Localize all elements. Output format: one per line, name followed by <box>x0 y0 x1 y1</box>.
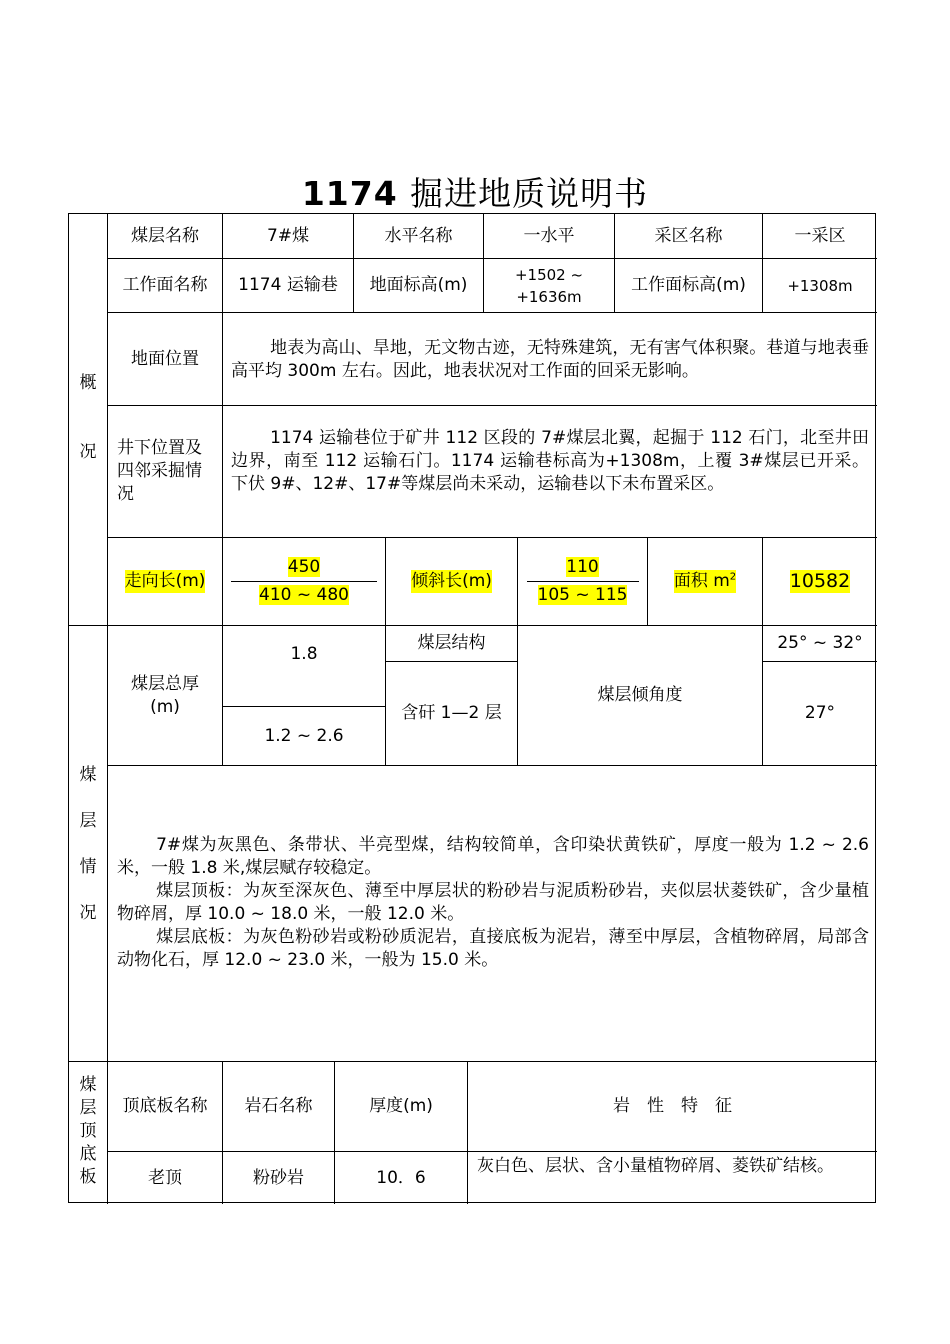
section-char: 情 <box>79 857 97 877</box>
seam-structure-value: 含矸 1—2 层 <box>401 703 502 723</box>
geology-table <box>68 213 876 1203</box>
district-value: 一采区 <box>794 225 846 246</box>
area-value-text: 10582 <box>789 570 851 592</box>
description-paragraph: 7#煤为灰黑色、条带状、半亮型煤，结构较简单，含印染状黄铁矿，厚度一般为 1.2 ~ 2.6 米，一般 1.8 米,煤层赋存较稳定。 <box>117 835 869 878</box>
lithology-cell <box>477 1155 869 1178</box>
underground-text <box>231 427 869 496</box>
section-char: 煤 <box>79 765 97 785</box>
page-title <box>0 168 950 215</box>
area-label-sup: 2 <box>729 571 737 583</box>
area-label <box>648 538 762 625</box>
level-value: 一水平 <box>523 225 575 246</box>
ground-elevation-line1: +1502 ~ <box>514 265 584 284</box>
roof-name-cell: 老顶 <box>148 1167 182 1188</box>
level-label: 水平名称 <box>384 225 453 246</box>
seam-dip-angle-range: 25° ~ 32° <box>777 633 863 653</box>
title-number: 1174 <box>301 174 398 213</box>
seam-name-label: 煤层名称 <box>131 225 199 246</box>
area-value <box>763 538 877 625</box>
seam-thickness-label-line: (m) <box>150 696 180 717</box>
seam-dip-angle-average: 27° <box>804 703 836 723</box>
face-label: 工作面名称 <box>122 275 208 295</box>
area-label-text: 面积 m <box>673 571 730 591</box>
seam-thickness-range: 1.2 ~ 2.6 <box>264 725 344 746</box>
seam-thickness-label-line: 煤层总厚 <box>131 673 199 694</box>
dip-length-label <box>386 538 517 625</box>
surface-text <box>231 337 869 383</box>
description-paragraph: 煤层顶板：为灰至深灰色、薄至中厚层状的粉砂岩与泥质粉砂岩，夹似层状菱铁矿，含少量植物碎屑，厚 10.0 ~ 18.0 米，一般 12.0 米。 <box>117 881 869 924</box>
seam-thickness-label <box>108 626 222 765</box>
rock-name-header: 岩石名称 <box>244 1096 313 1116</box>
underground-paragraph: 1174 运输巷位于矿井 112 区段的 7#煤层北翼，起掘于 112 石门，北至井田边界，南至 112 运输石门。1174 运输巷标高为+1308m，上覆 3#煤层已开采。下伏 9#、12#、17#等煤层尚未采动，运输巷以下未布置采区。 <box>231 428 869 494</box>
underground-label-line: 井下位置及 <box>117 438 202 458</box>
ground-elevation-line2: +1636m <box>516 287 582 306</box>
face-value: 1174 运输巷 <box>238 275 338 295</box>
district-label: 采区名称 <box>654 225 723 246</box>
thickness-header: 厚度(m) <box>369 1096 433 1116</box>
surface-label: 地面位置 <box>131 348 199 369</box>
description-paragraph: 煤层底板：为灰色粉砂岩或粉砂质泥岩，直接底板为泥岩，薄至中厚层，含植物碎屑，局部含动物化石，厚 12.0 ~ 23.0 米，一般为 15.0 米。 <box>117 927 869 970</box>
lithology-text: 灰白色、层状、含小量植物碎屑、菱铁矿结核。 <box>477 1156 834 1176</box>
underground-label-line: 四邻采掘情 <box>117 461 202 481</box>
strike-length-value <box>223 538 385 625</box>
underground-label-line: 况 <box>117 484 134 504</box>
ground-elevation-value <box>484 259 614 312</box>
rock-name-cell: 粉砂岩 <box>253 1167 304 1188</box>
section-label-roof-floor: 煤层顶底板 <box>79 1075 97 1187</box>
section-char: 况 <box>79 903 97 923</box>
seam-structure-label: 煤层结构 <box>417 633 486 653</box>
dip-average: 110 <box>566 556 599 577</box>
roof-floor-name-header: 顶底板名称 <box>122 1096 208 1116</box>
seam-name-value: 7#煤 <box>266 225 310 246</box>
thickness-cell: 10．6 <box>376 1167 426 1188</box>
dip-length-label-text: 倾斜长(m) <box>411 571 492 591</box>
seam-description <box>117 834 869 972</box>
ground-elevation-label: 地面标高(m) <box>369 275 468 295</box>
section-label-coal-seam <box>69 764 107 925</box>
dip-range: 105 ~ 115 <box>537 585 628 606</box>
face-elevation-value: +1308m <box>787 276 853 295</box>
face-elevation-label: 工作面标高(m) <box>631 275 746 295</box>
title-text: 掘进地质说明书 <box>410 174 649 213</box>
strike-length-label <box>108 538 222 625</box>
dip-length-value <box>518 538 647 625</box>
lithology-header: 岩 性 特 征 <box>613 1096 732 1116</box>
seam-dip-angle-label: 煤层倾角度 <box>597 685 683 705</box>
seam-thickness-average: 1.8 <box>290 644 318 664</box>
strike-average: 450 <box>287 556 321 577</box>
underground-label <box>108 406 222 537</box>
strike-range: 410 ~ 480 <box>259 585 349 606</box>
section-label-overview <box>69 372 107 464</box>
section-char: 况 <box>79 442 97 462</box>
surface-paragraph: 地表为高山、旱地，无文物古迹，无特殊建筑，无有害气体积聚。巷道与地表垂高平均 300m 左右。因此，地表状况对工作面的回采无影响。 <box>231 338 869 381</box>
section-char: 层 <box>79 811 97 831</box>
section-char: 概 <box>79 373 97 393</box>
strike-length-label-text: 走向长(m) <box>124 571 206 591</box>
